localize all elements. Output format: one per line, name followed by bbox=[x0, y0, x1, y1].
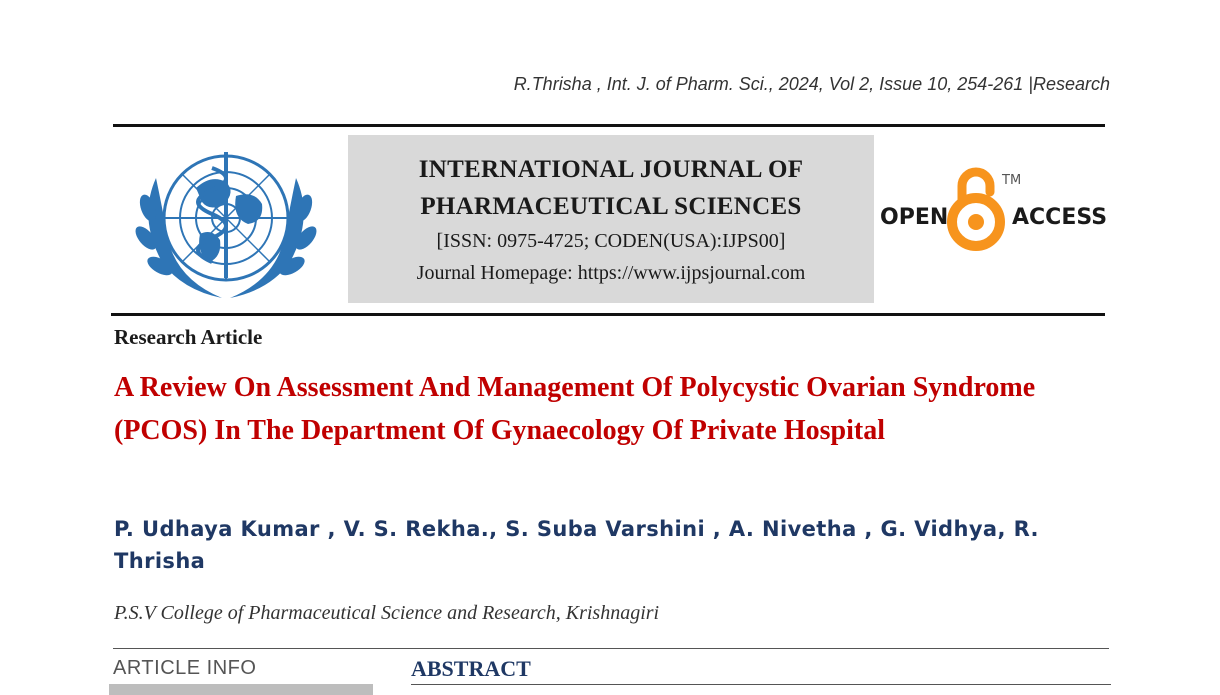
article-info-heading: ARTICLE INFO bbox=[113, 657, 257, 679]
journal-emblem-icon bbox=[126, 138, 326, 306]
journal-masthead-box bbox=[348, 135, 874, 303]
open-access-lock-icon bbox=[880, 162, 1108, 254]
journal-homepage: Journal Homepage: https://www.ijpsjournal.com bbox=[416, 262, 806, 284]
article-type-label: Research Article bbox=[114, 325, 263, 349]
open-access-text-left: OPEN bbox=[880, 205, 949, 230]
affiliation-divider bbox=[113, 648, 1109, 649]
journal-issn: [ISSN: 0975-4725; CODEN(USA):IJPS00] bbox=[436, 230, 786, 252]
open-access-trademark: TM bbox=[1002, 173, 1022, 188]
open-access-text-right: ACCESS bbox=[1012, 205, 1108, 230]
abstract-heading: ABSTRACT bbox=[411, 656, 531, 681]
article-authors: P. Udhaya Kumar , V. S. Rekha., S. Suba Varshini , A. Nivetha , G. Vidhya, R. Thrisha bbox=[114, 517, 1039, 573]
author-affiliation: P.S.V College of Pharmaceutical Science and Research, Krishnagiri bbox=[114, 602, 660, 624]
article-info-bar bbox=[109, 684, 373, 695]
abstract-divider bbox=[411, 684, 1111, 685]
running-header-citation: R.Thrisha , Int. J. of Pharm. Sci., 2024, Vol 2, Issue 10, 254-261 |Research bbox=[513, 74, 1110, 94]
header-top-rule bbox=[113, 124, 1105, 127]
journal-name-line2: PHARMACEUTICAL SCIENCES bbox=[420, 193, 802, 220]
header-bottom-rule bbox=[111, 313, 1105, 316]
article-title: A Review On Assessment And Management Of Polycystic Ovarian Syndrome (PCOS) In The Department Of Gynaecology Of Private Hospital bbox=[114, 372, 1036, 446]
journal-name-line1: INTERNATIONAL JOURNAL OF bbox=[418, 156, 804, 183]
